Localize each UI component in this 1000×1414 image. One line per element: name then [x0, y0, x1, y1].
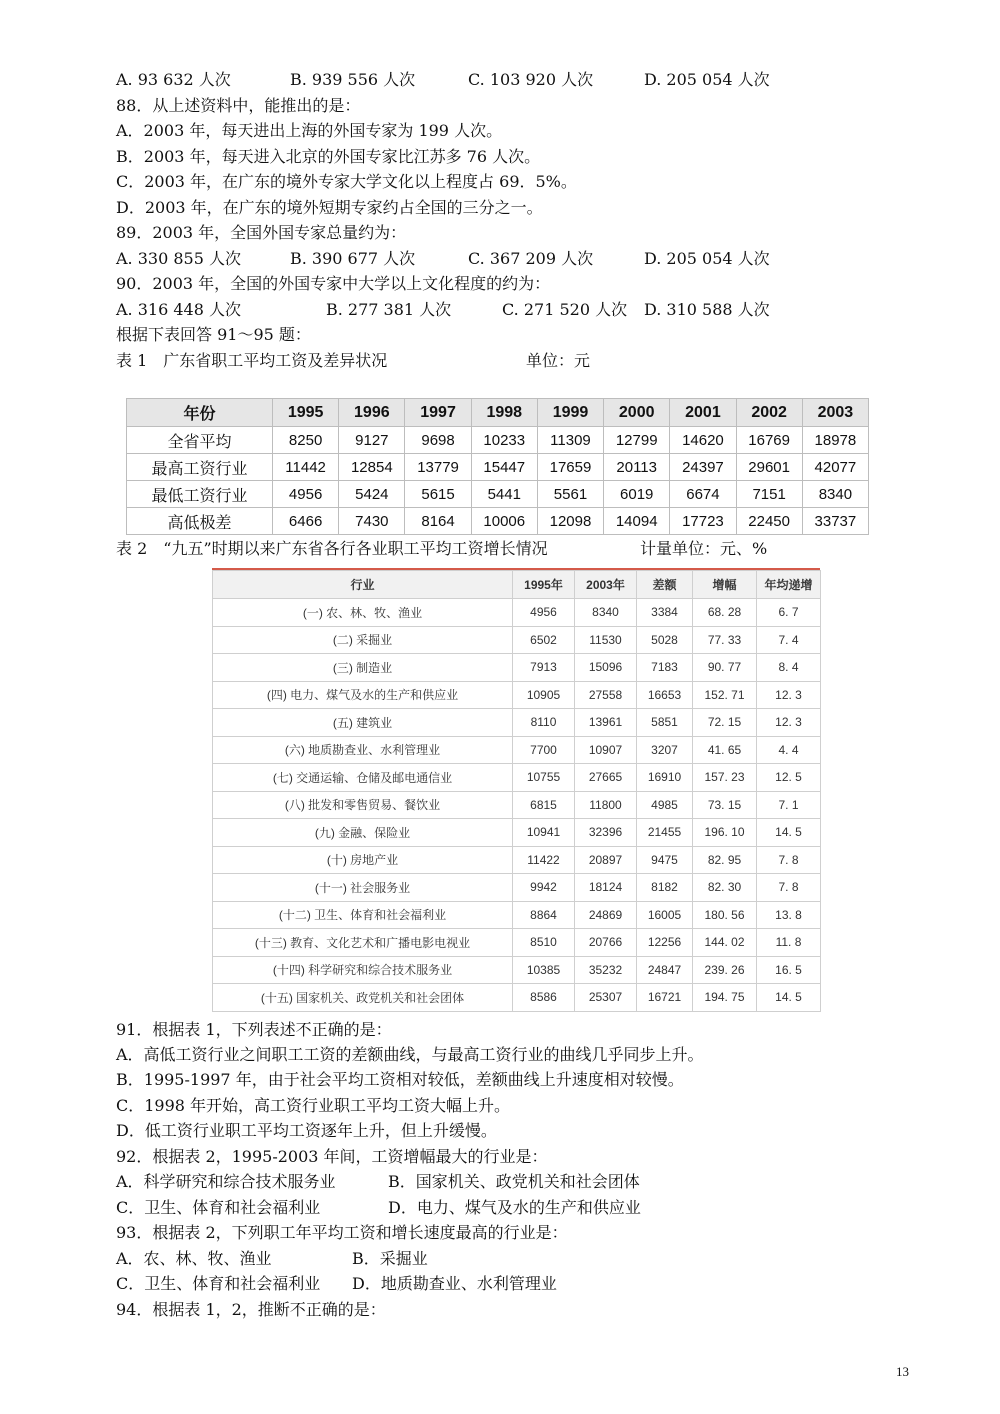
q92-option-d[interactable]: D．电力、煤气及水的生产和供应业: [388, 1198, 641, 1217]
page-number: 13: [896, 1364, 909, 1379]
table-cell: 10905: [513, 681, 575, 709]
table-cell: 82. 95: [693, 846, 757, 874]
table-cell: 11422: [513, 846, 575, 874]
table-cell: 68. 28: [693, 599, 757, 627]
table-cell: 41. 65: [693, 736, 757, 764]
q88-option-a[interactable]: A．2003 年，每天进出上海的外国专家为 199 人次。: [116, 121, 503, 140]
table-1-caption: 表 1 广东省职工平均工资及差异状况: [116, 351, 388, 370]
table-cell: 9475: [637, 846, 693, 874]
row-label: 全省平均: [127, 427, 273, 454]
q91-option-b[interactable]: B．1995-1997 年，由于社会平均工资相对较低，差额曲线上升速度相对较慢。: [116, 1070, 684, 1089]
q91-option-a[interactable]: A．高低工资行业之间职工工资的差额曲线，与最高工资行业的曲线几乎同步上升。: [116, 1045, 704, 1064]
table-cell: 35232: [575, 956, 637, 984]
table-1-unit: 单位：元: [526, 351, 591, 370]
column-header: 行业: [213, 571, 513, 599]
table-cell: 72. 15: [693, 709, 757, 737]
table-cell: 11. 8: [757, 929, 821, 957]
table-cell: 5441: [471, 481, 537, 508]
year-header: 2000: [604, 399, 670, 427]
table-cell: 16721: [637, 984, 693, 1012]
industry-cell: (十三) 教育、文化艺术和广播电影电视业: [213, 929, 513, 957]
table-cell: 17659: [537, 454, 603, 481]
tables-intro: 根据下表回答 91～95 题：: [116, 325, 311, 344]
table-row: [213, 874, 821, 902]
table-cell: 73. 15: [693, 791, 757, 819]
q89-option-d[interactable]: D. 205 054 人次: [644, 249, 770, 268]
q88-option-b[interactable]: B．2003 年，每天进入北京的外国专家比江苏多 76 人次。: [116, 147, 541, 166]
table-cell: 7183: [637, 654, 693, 682]
table-cell: 8864: [513, 901, 575, 929]
table-cell: 17723: [670, 508, 736, 535]
industry-cell: (十四) 科学研究和综合技术服务业: [213, 956, 513, 984]
table-row: [213, 901, 821, 929]
table-cell: 152. 71: [693, 681, 757, 709]
q91-option-c[interactable]: C．1998 年开始，高工资行业职工平均工资大幅上升。: [116, 1096, 511, 1115]
table-cell: 32396: [575, 819, 637, 847]
table-cell: 9942: [513, 874, 575, 902]
table-cell: 22450: [736, 508, 802, 535]
table-row: [127, 508, 869, 535]
table-cell: 12098: [537, 508, 603, 535]
table-2-caption: 表 2 “九五”时期以来广东省各行各业职工平均工资增长情况: [116, 539, 548, 558]
table-cell: 14094: [604, 508, 670, 535]
table-cell: 6019: [604, 481, 670, 508]
table-cell: 3207: [637, 736, 693, 764]
table-2-container: [212, 568, 820, 1012]
prev-question-options: [116, 70, 876, 90]
q90-option-a[interactable]: A. 316 448 人次: [116, 300, 241, 319]
table-cell: 10006: [471, 508, 537, 535]
q88-option-c[interactable]: C．2003 年，在广东的境外专家大学文化以上程度占 69．5%。: [116, 172, 577, 191]
table-cell: 14620: [670, 427, 736, 454]
column-header: 2003年: [575, 571, 637, 599]
table-cell: 8586: [513, 984, 575, 1012]
table-cell: 14. 5: [757, 984, 821, 1012]
industry-cell: (十) 房地产业: [213, 846, 513, 874]
table-cell: 5615: [405, 481, 471, 508]
question-91-stem: 91．根据表 1，下列表述不正确的是：: [116, 1020, 392, 1039]
question-94-stem: 94．根据表 1，2，推断不正确的是：: [116, 1300, 386, 1319]
table-cell: 3384: [637, 599, 693, 627]
column-header: 1995年: [513, 571, 575, 599]
table-cell: 6. 7: [757, 599, 821, 627]
table-cell: 8182: [637, 874, 693, 902]
table-cell: 42077: [802, 454, 868, 481]
table-cell: 194. 75: [693, 984, 757, 1012]
table-cell: 18978: [802, 427, 868, 454]
year-header: 1998: [471, 399, 537, 427]
industry-cell: (五) 建筑业: [213, 709, 513, 737]
table-row: [213, 984, 821, 1012]
row-label: 最高工资行业: [127, 454, 273, 481]
question-89-stem: 89．2003 年，全国外国专家总量约为：: [116, 223, 407, 242]
table-cell: 7700: [513, 736, 575, 764]
table-row: [213, 599, 821, 627]
table-row: [127, 481, 869, 508]
table-cell: 16910: [637, 764, 693, 792]
column-header: 差额: [637, 571, 693, 599]
table-row: [127, 427, 869, 454]
table-row: [213, 956, 821, 984]
table-cell: 4956: [513, 599, 575, 627]
table-cell: 6466: [273, 508, 339, 535]
table-cell: 20113: [604, 454, 670, 481]
q93-option-c[interactable]: C．卫生、体育和社会福利业: [116, 1274, 321, 1293]
question-90-stem: 90．2003 年，全国的外国专家中大学以上文化程度的约为：: [116, 274, 551, 293]
table-cell: 27665: [575, 764, 637, 792]
table-cell: 8. 4: [757, 654, 821, 682]
table-2-unit: 计量单位：元、%: [640, 539, 768, 558]
table-cell: 6502: [513, 626, 575, 654]
table-cell: 7913: [513, 654, 575, 682]
table-cell: 24869: [575, 901, 637, 929]
table-cell: 10385: [513, 956, 575, 984]
industry-cell: (十五) 国家机关、政党机关和社会团体: [213, 984, 513, 1012]
table-row: [213, 819, 821, 847]
table-cell: 7. 4: [757, 626, 821, 654]
year-header: 2003: [802, 399, 868, 427]
table-cell: 11800: [575, 791, 637, 819]
table-cell: 157. 23: [693, 764, 757, 792]
industry-cell: (十二) 卫生、体育和社会福利业: [213, 901, 513, 929]
option-a[interactable]: A. 93 632 人次: [116, 70, 231, 89]
table-cell: 12256: [637, 929, 693, 957]
table-cell: 10941: [513, 819, 575, 847]
table-cell: 5851: [637, 709, 693, 737]
q90-option-d[interactable]: D. 310 588 人次: [644, 300, 770, 319]
table-cell: 33737: [802, 508, 868, 535]
table-cell: 29601: [736, 454, 802, 481]
table-1-corner-header: 年份: [127, 399, 273, 427]
table-cell: 6674: [670, 481, 736, 508]
table-cell: 10233: [471, 427, 537, 454]
table-cell: 144. 02: [693, 929, 757, 957]
q92-options-row-1: [116, 1172, 876, 1192]
table-cell: 24397: [670, 454, 736, 481]
option-b[interactable]: B. 939 556 人次: [290, 70, 416, 89]
table-cell: 20766: [575, 929, 637, 957]
table-cell: 21455: [637, 819, 693, 847]
table-cell: 6815: [513, 791, 575, 819]
table-row: [127, 454, 869, 481]
table-row: [213, 764, 821, 792]
table-cell: 90. 77: [693, 654, 757, 682]
table-cell: 180. 56: [693, 901, 757, 929]
industry-cell: (六) 地质勘查业、水利管理业: [213, 736, 513, 764]
table-row: [213, 681, 821, 709]
table-cell: 7430: [339, 508, 405, 535]
table-row: [213, 791, 821, 819]
q89-option-c[interactable]: C. 367 209 人次: [468, 249, 594, 268]
table-cell: 24847: [637, 956, 693, 984]
table-cell: 14. 5: [757, 819, 821, 847]
q88-option-d[interactable]: D．2003 年，在广东的境外短期专家约占全国的三分之一。: [116, 198, 543, 217]
table-cell: 18124: [575, 874, 637, 902]
table-cell: 27558: [575, 681, 637, 709]
table-cell: 16769: [736, 427, 802, 454]
industry-cell: (九) 金融、保险业: [213, 819, 513, 847]
table-cell: 8340: [575, 599, 637, 627]
table-1-header-row: [127, 399, 869, 427]
table-cell: 82. 30: [693, 874, 757, 902]
q89-options: [116, 249, 876, 269]
q92-option-a[interactable]: A．科学研究和综合技术服务业: [116, 1172, 336, 1191]
table-cell: 12. 5: [757, 764, 821, 792]
table-cell: 7151: [736, 481, 802, 508]
table-cell: 13961: [575, 709, 637, 737]
year-header: 1999: [537, 399, 603, 427]
q92-options-row-2: [116, 1198, 876, 1218]
industry-cell: (八) 批发和零售贸易、餐饮业: [213, 791, 513, 819]
table-cell: 12. 3: [757, 709, 821, 737]
table-row: [213, 846, 821, 874]
table-cell: 13. 8: [757, 901, 821, 929]
q89-option-b[interactable]: B. 390 677 人次: [290, 249, 416, 268]
table-cell: 8250: [273, 427, 339, 454]
table-cell: 9698: [405, 427, 471, 454]
table-row: [213, 736, 821, 764]
table-2: [212, 570, 821, 1012]
q90-options: [116, 300, 876, 320]
table-row: [213, 929, 821, 957]
table-row: [213, 626, 821, 654]
table-row: [213, 654, 821, 682]
table-cell: 16005: [637, 901, 693, 929]
table-cell: 239. 26: [693, 956, 757, 984]
table-cell: 16653: [637, 681, 693, 709]
option-d[interactable]: D. 205 054 人次: [644, 70, 770, 89]
table-cell: 7. 8: [757, 874, 821, 902]
table-cell: 4. 4: [757, 736, 821, 764]
table-cell: 4956: [273, 481, 339, 508]
table-cell: 11530: [575, 626, 637, 654]
year-header: 1996: [339, 399, 405, 427]
table-2-header-row: [213, 571, 821, 599]
year-header: 2002: [736, 399, 802, 427]
table-cell: 20897: [575, 846, 637, 874]
row-label: 高低极差: [127, 508, 273, 535]
table-cell: 13779: [405, 454, 471, 481]
table-cell: 10907: [575, 736, 637, 764]
table-cell: 8164: [405, 508, 471, 535]
industry-cell: (一) 农、林、牧、渔业: [213, 599, 513, 627]
table-cell: 12799: [604, 427, 670, 454]
table-cell: 15447: [471, 454, 537, 481]
column-header: 年均递增: [757, 571, 821, 599]
q92-option-b[interactable]: B．国家机关、政党机关和社会团体: [388, 1172, 640, 1191]
table-cell: 8510: [513, 929, 575, 957]
table-2-body: [213, 599, 821, 1012]
table-cell: 5028: [637, 626, 693, 654]
table-cell: 5561: [537, 481, 603, 508]
option-c[interactable]: C. 103 920 人次: [468, 70, 594, 89]
table-cell: 7. 8: [757, 846, 821, 874]
table-cell: 5424: [339, 481, 405, 508]
industry-cell: (十一) 社会服务业: [213, 874, 513, 902]
q93-option-a[interactable]: A．农、林、牧、渔业: [116, 1249, 272, 1268]
year-header: 1995: [273, 399, 339, 427]
table-cell: 12. 3: [757, 681, 821, 709]
question-93-stem: 93．根据表 2，下列职工年平均工资和增长速度最高的行业是：: [116, 1223, 568, 1242]
table-cell: 7. 1: [757, 791, 821, 819]
table-cell: 8340: [802, 481, 868, 508]
table-cell: 11442: [273, 454, 339, 481]
table-cell: 11309: [537, 427, 603, 454]
year-header: 2001: [670, 399, 736, 427]
table-cell: 8110: [513, 709, 575, 737]
q93-option-d[interactable]: D．地质勘查业、水利管理业: [352, 1274, 557, 1293]
table-row: [213, 709, 821, 737]
table-cell: 12854: [339, 454, 405, 481]
table-cell: 16. 5: [757, 956, 821, 984]
column-header: 增幅: [693, 571, 757, 599]
table-cell: 15096: [575, 654, 637, 682]
industry-cell: (七) 交通运输、仓储及邮电通信业: [213, 764, 513, 792]
table-cell: 25307: [575, 984, 637, 1012]
table-cell: 196. 10: [693, 819, 757, 847]
table-1: [126, 398, 869, 535]
q90-option-b[interactable]: B. 277 381 人次: [326, 300, 452, 319]
industry-cell: (二) 采掘业: [213, 626, 513, 654]
q93-options-row-2: [116, 1274, 876, 1294]
q90-option-c[interactable]: C. 271 520 人次: [502, 300, 628, 319]
industry-cell: (三) 制造业: [213, 654, 513, 682]
year-header: 1997: [405, 399, 471, 427]
row-label: 最低工资行业: [127, 481, 273, 508]
table-cell: 77. 33: [693, 626, 757, 654]
table-cell: 9127: [339, 427, 405, 454]
question-88-stem: 88．从上述资料中，能推出的是：: [116, 96, 361, 115]
table-cell: 4985: [637, 791, 693, 819]
q93-options-row-1: [116, 1249, 876, 1269]
question-92-stem: 92．根据表 2，1995-2003 年间，工资增幅最大的行业是：: [116, 1147, 548, 1166]
table-cell: 10755: [513, 764, 575, 792]
q91-option-d[interactable]: D．低工资行业职工平均工资逐年上升，但上升缓慢。: [116, 1121, 497, 1140]
q93-option-b[interactable]: B．采掘业: [352, 1249, 428, 1268]
q92-option-c[interactable]: C．卫生、体育和社会福利业: [116, 1198, 321, 1217]
industry-cell: (四) 电力、煤气及水的生产和供应业: [213, 681, 513, 709]
q89-option-a[interactable]: A. 330 855 人次: [116, 249, 241, 268]
